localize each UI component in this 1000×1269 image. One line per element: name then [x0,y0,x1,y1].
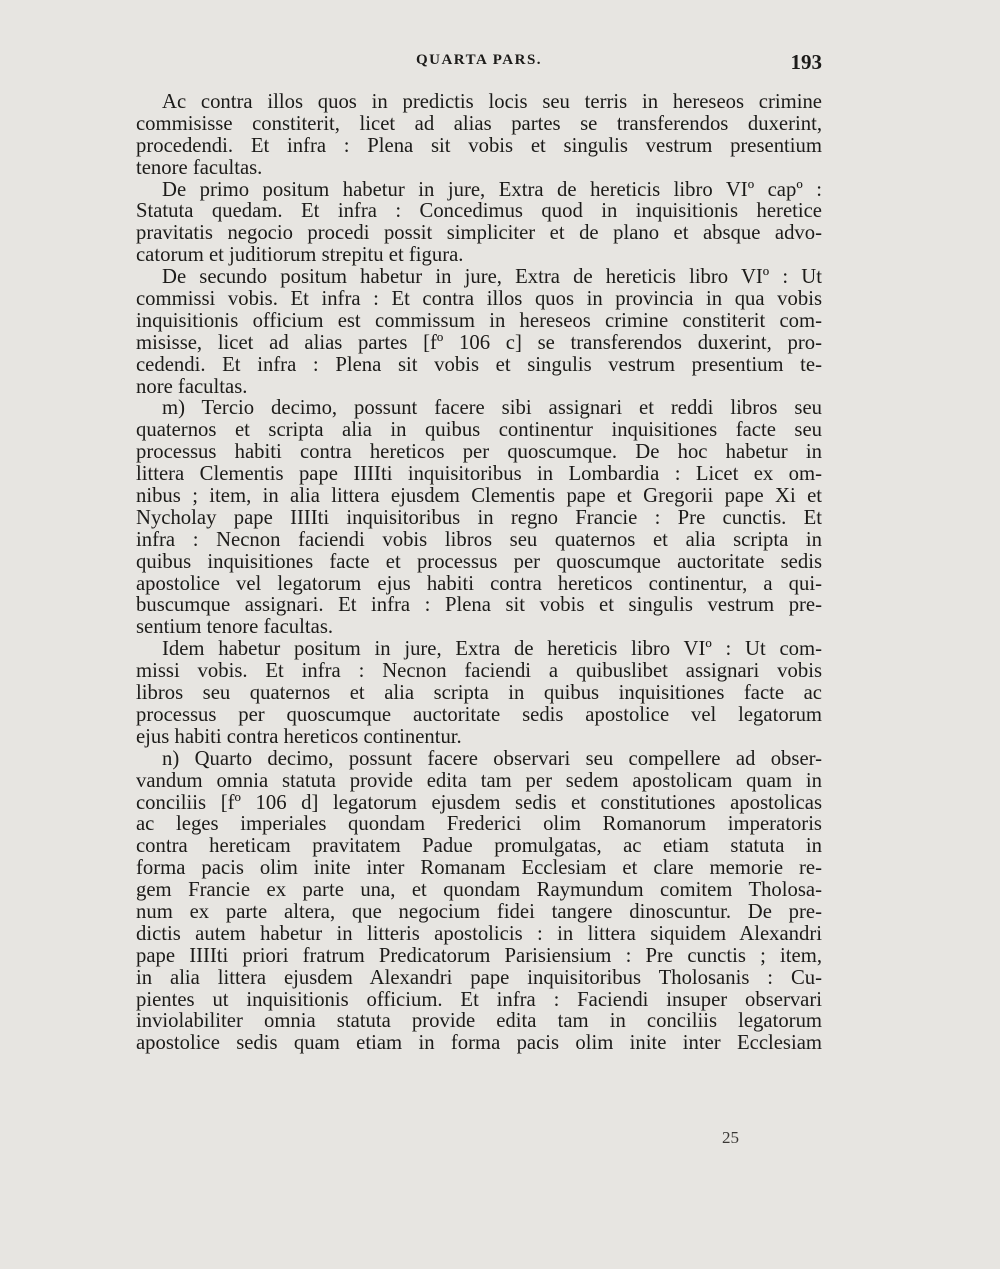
text-line: Ac contra illos quos in predictis locis seu terris in hereseos crimine [162,91,822,113]
text-line: in alia littera ejusdem Alexandri pape inquisitoribus Tholosanis : Cu- [136,966,822,989]
text-line: pravitatis negocio procedi possit simpliciter et de plano et absque advo- [136,222,822,245]
signature-mark: 25 [722,1128,739,1147]
text-line: missi vobis. Et infra : Necnon faciendi a quibuslibet assignari vobis [136,660,822,683]
text-line: cedendi. Et infra : Plena sit vobis et singulis vestrum presentium te- [136,353,822,376]
running-title: QUARTA PARS. [415,52,543,68]
text-line: nibus ; item, in alia littera ejusdem Clementis pape et Gregorii pape Xi et [136,485,822,508]
text-line: commisisse constiterit, licet ad alias partes se transferendos duxerint, [136,112,822,135]
text-line: Nycholay pape IIIIti inquisitoribus in regno Francie : Pre cunctis. Et [136,506,822,529]
text-line: De secundo positum habetur in jure, Extra de hereticis libro VIº : Ut [162,266,822,289]
text-line: m) Tercio decimo, possunt facere sibi assignari et reddi libros seu [162,397,822,420]
text-line: pientes ut inquisitionis officium. Et infra : Faciendi insuper observari [136,988,822,1011]
text-line: quaternos et scripta alia in quibus continentur inquisitiones facte seu [136,419,822,442]
text-line: forma pacis olim inite inter Romanam Ecclesiam et clare memorie re- [136,857,822,880]
text-line: nore facultas. [136,375,248,398]
body-text [136,92,822,1055]
text-line: buscumque assignari. Et infra : Plena sit vobis et singulis vestrum pre- [136,594,822,617]
text-line: ac leges imperiales quondam Frederici olim Romanorum imperatoris [136,813,822,836]
running-head [136,50,822,74]
text-line: tenore facultas. [136,156,263,179]
text-line: num ex parte altera, que negocium fidei tangere dinoscuntur. De pre- [136,900,822,923]
text-line: dictis autem habetur in litteris apostolicis : in littera siquidem Alexandri [136,922,822,945]
text-line: processus per quoscumque auctoritate sedis apostolice vel legatorum [136,703,822,726]
text-line: contra hereticam pravitatem Padue promulgatas, ac etiam statuta in [136,835,822,858]
text-line: n) Quarto decimo, possunt facere observari seu compellere ad obser- [162,747,822,770]
text-line: apostolice vel legatorum ejus habiti contra hereticos continentur, a qui- [136,572,822,595]
text-line: pape IIIIti priori fratrum Predicatorum Parisiensium : Pre cunctis ; item, [136,944,822,967]
text-line: ejus habiti contra hereticos continentur. [136,725,462,748]
text-line: inviolabiliter omnia statuta provide edita tam in conciliis legatorum [136,1010,822,1033]
text-line: infra : Necnon faciendi vobis libros seu quaternos et alia scripta in [136,528,822,551]
text-line: procedendi. Et infra : Plena sit vobis et singulis vestrum presentium [136,134,822,157]
text-line: sentium tenore facultas. [136,616,334,639]
text-line: quibus inquisitiones facte et processus per quoscumque auctoritate sedis [136,550,822,573]
page-number: 193 [790,50,822,74]
text-line: conciliis [fº 106 d] legatorum ejusdem sedis et constitutiones apostolicas [136,791,822,814]
text-line: gem Francie ex parte una, et quondam Raymundum comitem Tholosa- [136,879,822,902]
text-line: apostolice sedis quam etiam in forma pacis olim inite inter Ecclesiam [136,1032,822,1055]
text-line: Statuta quedam. Et infra : Concedimus quod in inquisitionis heretice [136,200,822,223]
text-line: misisse, licet ad alias partes [fº 106 c] se transferendos duxerint, pro- [136,331,822,354]
text-line: littera Clementis pape IIIIti inquisitoribus in Lombardia : Licet ex om- [136,463,822,486]
text-line: vandum omnia statuta provide edita tam per sedem apostolicam quam in [136,769,822,792]
text-line: processus habiti contra hereticos per quoscumque. De hoc habetur in [136,441,822,464]
text-line: Idem habetur positum in jure, Extra de hereticis libro VIº : Ut com- [162,638,822,661]
text-line: libros seu quaternos et alia scripta in quibus inquisitiones facte ac [136,682,822,705]
text-line: commissi vobis. Et infra : Et contra illos quos in provincia in qua vobis [136,288,822,311]
text-line: catorum et juditiorum strepitu et figura. [136,244,464,267]
text-line: inquisitionis officium est commissum in hereseos crimine constiterit com- [136,309,822,332]
text-line: De primo positum habetur in jure, Extra de hereticis libro VIº capº : [162,178,822,201]
